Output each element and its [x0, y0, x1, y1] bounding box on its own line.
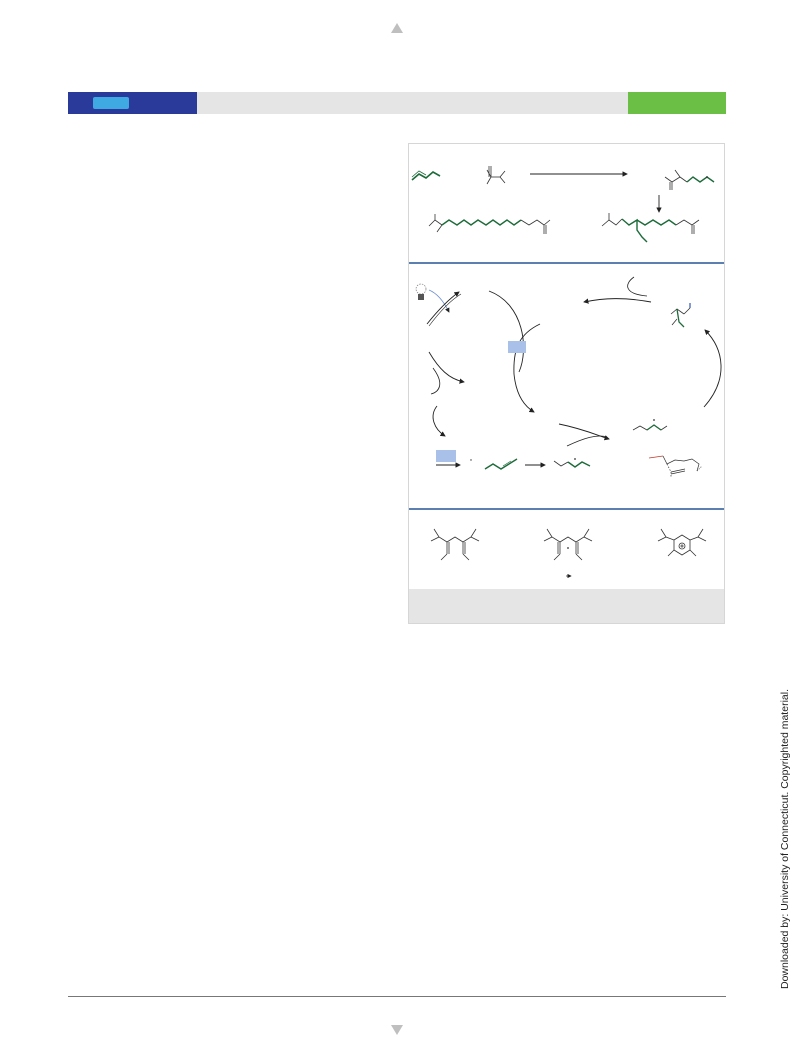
cycle-arc-upper	[584, 299, 651, 302]
download-notice-text: Downloaded by: University of Connecticut. Copyrighted material.	[779, 689, 791, 989]
cycle-arc-top	[489, 291, 524, 372]
transition-state-structure	[649, 456, 702, 477]
page-down-icon[interactable]	[391, 1025, 403, 1035]
header-badge	[93, 97, 129, 109]
branched-dimer-structure	[602, 213, 699, 242]
header-section-block	[68, 92, 197, 114]
panel-b-catalytic-cycle	[416, 277, 721, 477]
figure-caption-bar	[409, 589, 724, 623]
allyl-radical-intermediate	[671, 303, 690, 327]
cycle-arc-right	[704, 330, 721, 407]
article-header-band	[68, 92, 726, 114]
panel-divider-bottom	[409, 508, 724, 510]
light-arrow	[429, 290, 449, 312]
download-notice	[780, 684, 790, 994]
panel-c-structures	[431, 529, 706, 576]
tert-butyl-reagent-structure	[487, 166, 505, 184]
allyl-radical-product	[554, 458, 590, 467]
header-journal-block	[628, 92, 726, 114]
product-radical-structure	[665, 170, 714, 190]
linear-dimer-structure	[429, 214, 550, 234]
radical-addition-intermediate	[633, 419, 667, 430]
page-up-icon[interactable]	[391, 23, 403, 33]
panel-divider-top	[409, 262, 724, 264]
reaction-scheme-figure	[408, 143, 725, 624]
reagent-highlight-box	[436, 450, 456, 462]
scheme-drawing	[409, 144, 726, 625]
panel-a-reaction	[412, 166, 714, 242]
radical-structure-2	[544, 529, 592, 560]
cycle-arc-bottom	[559, 424, 609, 439]
photocatalyst-cycle-left	[427, 292, 459, 324]
catalyst-highlight-box	[508, 341, 526, 353]
cation-structure-3	[658, 529, 706, 556]
dimer-structure-1	[431, 529, 479, 560]
lightbulb-icon	[416, 284, 426, 300]
butadiene-substrate	[485, 459, 517, 469]
page-footer-rule	[68, 996, 726, 997]
